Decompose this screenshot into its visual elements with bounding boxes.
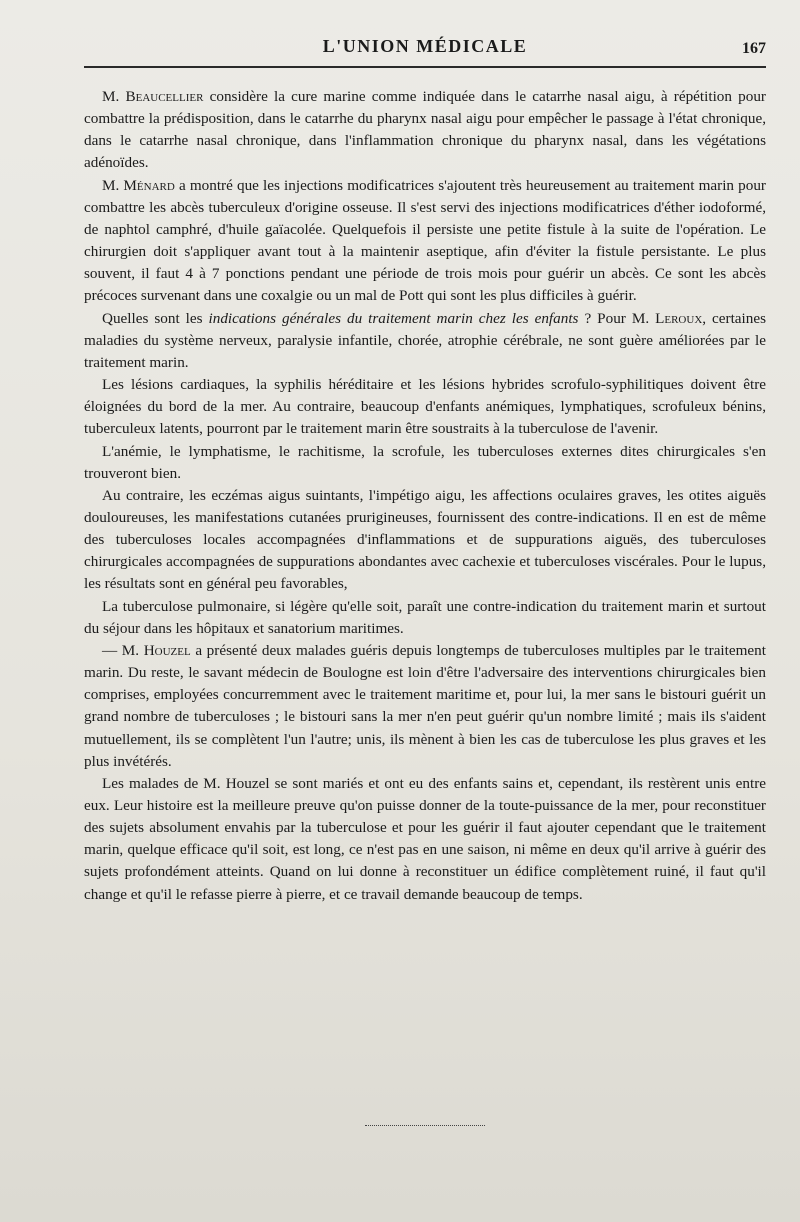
paragraph-beaucellier xyxy=(84,86,766,175)
paragraph-text: La tuberculose pulmonaire, si légère qu'elle soit, paraît une contre-indication du traitement marin et surtout du séjour dans les hôpitaux et sanatorium maritimes. xyxy=(84,597,766,637)
article-body xyxy=(84,86,766,1102)
paragraph-text: Quelles sont les xyxy=(102,309,209,327)
paragraph-text: L'anémie, le lymphatisme, le rachitisme, la scrofule, les tuberculoses externes dites chirurgicales s'en trouveront bien. xyxy=(84,442,766,482)
paragraph-lesions xyxy=(84,374,766,440)
speaker-name: M. Houzel xyxy=(121,641,191,659)
paragraph-text: a présenté deux malades guéris depuis longtemps de tuberculoses multiples par le traitement marin. Du reste, le savant médecin de Boulogne est loin d'être l'adversaire des interventions chirurgicales bien comprises, employées concurremment avec le traitement maritime et, pour lui, la mer sans le bistouri guérit un grand nombre de tuberculoses ; le bistouri sans la mer n'en peut guérir qu'un nombre limité ; mais ils s'aident mutuellement, ils se complètent l'un l'autre; unis, ils mènent à bien les cas de tuberculose les plus graves et les plus invétérés. xyxy=(84,641,766,770)
paragraph-text: ? Pour M. xyxy=(578,309,656,327)
speaker-name: Leroux xyxy=(655,309,703,327)
paragraph-text: — xyxy=(102,641,122,659)
speaker-name: M. Ménard xyxy=(102,176,175,194)
speaker-name: M. Beaucellier xyxy=(102,88,204,105)
paragraph-text: , certaines maladies du système nerveux, paralysie infantile, chorée, atrophie cérébrale, ne sont guère améliorées par le traitement marin. xyxy=(84,309,766,371)
italic-phrase: indications générales du traitement marin chez les enfants xyxy=(208,309,579,327)
paragraph-text: Au contraire, les eczémas aigus suintants, l'impétigo aigu, les affections oculaires graves, les otites aiguës douloureuses, les manifestations cutanées prurigineuses, fournissent des contre-indications. Il en est de même des tuberculoses locales accompagnées d'inflammations et de suppurations aiguës, des tuberculoses chirurgicales accompagnées de suppurations abondantes avec cachexie et tuberculoses viscérales. Pour le lupus, les résultats sont en général peu favorables, xyxy=(84,486,766,593)
paragraph-text: Les lésions cardiaques, la syphilis héréditaire et les lésions hybrides scrofulo-syphilitiques doivent être éloignées du bord de la mer. Au contraire, beaucoup d'enfants anémiques, lymphatiques, scrofuleux bénins, tuberculeux latents, pourront par le traitement marin être soustraits à la tuberculose de l'avenir. xyxy=(84,376,766,438)
page-header xyxy=(84,30,766,68)
paragraph-text: a montré que les injections modificatrices s'ajoutent très heureusement au traitement marin pour combattre les abcès tuberculeux d'origine osseuse. Il s'est servi des injections modificatrices d'éther iodoformé, de naphtol camphré, d'huile gaïacolée. Quelquefois il persiste une petite fistule à la suite de l'opération. Le chirurgien doit s'appliquer avant tout à la maintenir aseptique, afin d'éviter la fistule persistante. Le plus souvent, il faut 4 à 7 ponctions pendant une période de trois mois pour guérir un abcès. Ce sont les abcès précoces survenant dans une coxalgie ou un mal de Pott qui sont les plus difficiles à guérir. xyxy=(84,176,766,305)
paragraph-contre-indications xyxy=(84,485,766,596)
page-number: 167 xyxy=(742,40,766,57)
paragraph-menard xyxy=(84,175,766,308)
paragraph-houzel xyxy=(84,640,766,773)
paragraph-anemie xyxy=(84,441,766,485)
paragraph-malades xyxy=(84,773,766,906)
paragraph-text: considère la cure marine comme indiquée dans le catarrhe nasal aigu, à répétition pour combattre la prédisposition, dans le catarrhe du pharynx nasal aigu pour empêcher le passage à l'état chronique, dans le catarrhe nasal chronique, dans l'inflammation chronique du pharynx nasal, dans les végétations adénoïdes. xyxy=(84,88,766,172)
journal-title: L'UNION MÉDICALE xyxy=(322,36,528,56)
paragraph-tuberculose-pulmonaire xyxy=(84,596,766,640)
section-separator xyxy=(365,1125,485,1126)
paragraph-text: Les malades de M. Houzel se sont mariés et ont eu des enfants sains et, cependant, ils restèrent unis entre eux. Leur histoire est la meilleure preuve qu'on puisse donner de la toute-puissance de la mer, pour reconstituer des sujets absolument envahis par la tuberculose et pour les guérir il faut ajouter cependant que le traitement marin, quelque efficace qu'il soit, est long, ce n'est pas en une saison, ni même en deux qu'il arrive à guérir des sujets profondément atteints. Quand on lui donne à reconstituer un édifice complètement ruiné, il faut qu'il change et qu'il le refasse pierre à pierre, et ce travail demande beaucoup de temps. xyxy=(84,774,766,903)
paragraph-indications xyxy=(84,308,766,374)
